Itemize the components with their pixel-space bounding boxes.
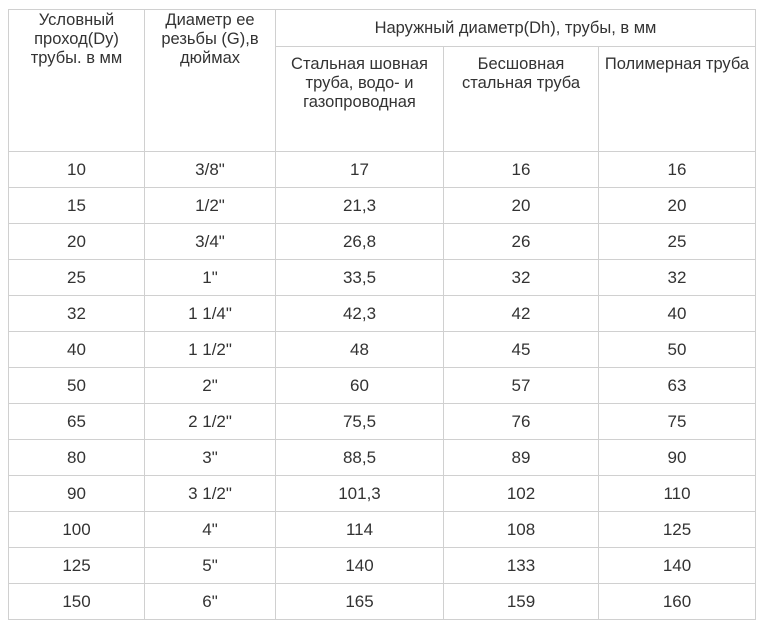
- header-seamless-steel: Бесшовная стальная труба: [444, 47, 599, 152]
- table-row: [9, 440, 756, 476]
- cell-nominal-bore: 90: [9, 476, 145, 512]
- cell-thread-diameter: 1 1/2": [145, 332, 276, 368]
- cell-nominal-bore: 125: [9, 548, 145, 584]
- cell-polymer: 110: [599, 476, 756, 512]
- cell-polymer: 140: [599, 548, 756, 584]
- cell-welded-steel: 88,5: [276, 440, 444, 476]
- cell-seamless-steel: 108: [444, 512, 599, 548]
- cell-polymer: 90: [599, 440, 756, 476]
- cell-thread-diameter: 3/4": [145, 224, 276, 260]
- cell-thread-diameter: 2": [145, 368, 276, 404]
- cell-nominal-bore: 80: [9, 440, 145, 476]
- cell-polymer: 50: [599, 332, 756, 368]
- cell-thread-diameter: 1/2": [145, 188, 276, 224]
- cell-thread-diameter: 3 1/2": [145, 476, 276, 512]
- header-thread-diameter: Диаметр ее резьбы (G),в дюймах: [145, 10, 276, 152]
- cell-polymer: 40: [599, 296, 756, 332]
- header-nominal-bore: Условный проход(Dy) трубы. в мм: [9, 10, 145, 152]
- cell-seamless-steel: 16: [444, 152, 599, 188]
- cell-welded-steel: 17: [276, 152, 444, 188]
- cell-thread-diameter: 2 1/2": [145, 404, 276, 440]
- cell-nominal-bore: 50: [9, 368, 145, 404]
- table-row: [9, 224, 756, 260]
- cell-welded-steel: 48: [276, 332, 444, 368]
- cell-thread-diameter: 3": [145, 440, 276, 476]
- cell-seamless-steel: 76: [444, 404, 599, 440]
- cell-welded-steel: 165: [276, 584, 444, 620]
- cell-welded-steel: 75,5: [276, 404, 444, 440]
- cell-seamless-steel: 57: [444, 368, 599, 404]
- cell-nominal-bore: 25: [9, 260, 145, 296]
- cell-nominal-bore: 10: [9, 152, 145, 188]
- cell-seamless-steel: 42: [444, 296, 599, 332]
- header-polymer: Полимерная труба: [599, 47, 756, 152]
- cell-welded-steel: 60: [276, 368, 444, 404]
- table-row: [9, 152, 756, 188]
- cell-seamless-steel: 102: [444, 476, 599, 512]
- cell-polymer: 125: [599, 512, 756, 548]
- cell-seamless-steel: 32: [444, 260, 599, 296]
- cell-seamless-steel: 159: [444, 584, 599, 620]
- table-row: [9, 584, 756, 620]
- cell-nominal-bore: 100: [9, 512, 145, 548]
- cell-thread-diameter: 1 1/4": [145, 296, 276, 332]
- table-row: [9, 260, 756, 296]
- cell-nominal-bore: 150: [9, 584, 145, 620]
- table-row: [9, 512, 756, 548]
- cell-seamless-steel: 45: [444, 332, 599, 368]
- cell-thread-diameter: 1": [145, 260, 276, 296]
- cell-polymer: 160: [599, 584, 756, 620]
- cell-nominal-bore: 20: [9, 224, 145, 260]
- cell-polymer: 16: [599, 152, 756, 188]
- table-row: [9, 296, 756, 332]
- table-row: [9, 188, 756, 224]
- cell-welded-steel: 140: [276, 548, 444, 584]
- cell-thread-diameter: 6": [145, 584, 276, 620]
- cell-seamless-steel: 26: [444, 224, 599, 260]
- cell-nominal-bore: 65: [9, 404, 145, 440]
- cell-seamless-steel: 20: [444, 188, 599, 224]
- table-row: [9, 332, 756, 368]
- cell-nominal-bore: 40: [9, 332, 145, 368]
- cell-thread-diameter: 4": [145, 512, 276, 548]
- cell-welded-steel: 26,8: [276, 224, 444, 260]
- header-welded-steel: Стальная шовная труба, водо- и газопроводная: [276, 47, 444, 152]
- cell-polymer: 32: [599, 260, 756, 296]
- cell-seamless-steel: 133: [444, 548, 599, 584]
- cell-thread-diameter: 5": [145, 548, 276, 584]
- table-row: [9, 548, 756, 584]
- table-row: [9, 368, 756, 404]
- header-outer-diameter: Наружный диаметр(Dh), трубы, в мм: [276, 10, 756, 47]
- cell-welded-steel: 42,3: [276, 296, 444, 332]
- header-row: [9, 10, 756, 47]
- cell-welded-steel: 101,3: [276, 476, 444, 512]
- cell-seamless-steel: 89: [444, 440, 599, 476]
- table-row: [9, 476, 756, 512]
- cell-polymer: 63: [599, 368, 756, 404]
- cell-polymer: 75: [599, 404, 756, 440]
- cell-welded-steel: 33,5: [276, 260, 444, 296]
- table-row: [9, 404, 756, 440]
- cell-nominal-bore: 32: [9, 296, 145, 332]
- cell-thread-diameter: 3/8": [145, 152, 276, 188]
- cell-polymer: 25: [599, 224, 756, 260]
- cell-welded-steel: 21,3: [276, 188, 444, 224]
- cell-welded-steel: 114: [276, 512, 444, 548]
- cell-nominal-bore: 15: [9, 188, 145, 224]
- pipe-diameter-table: [8, 9, 756, 620]
- cell-polymer: 20: [599, 188, 756, 224]
